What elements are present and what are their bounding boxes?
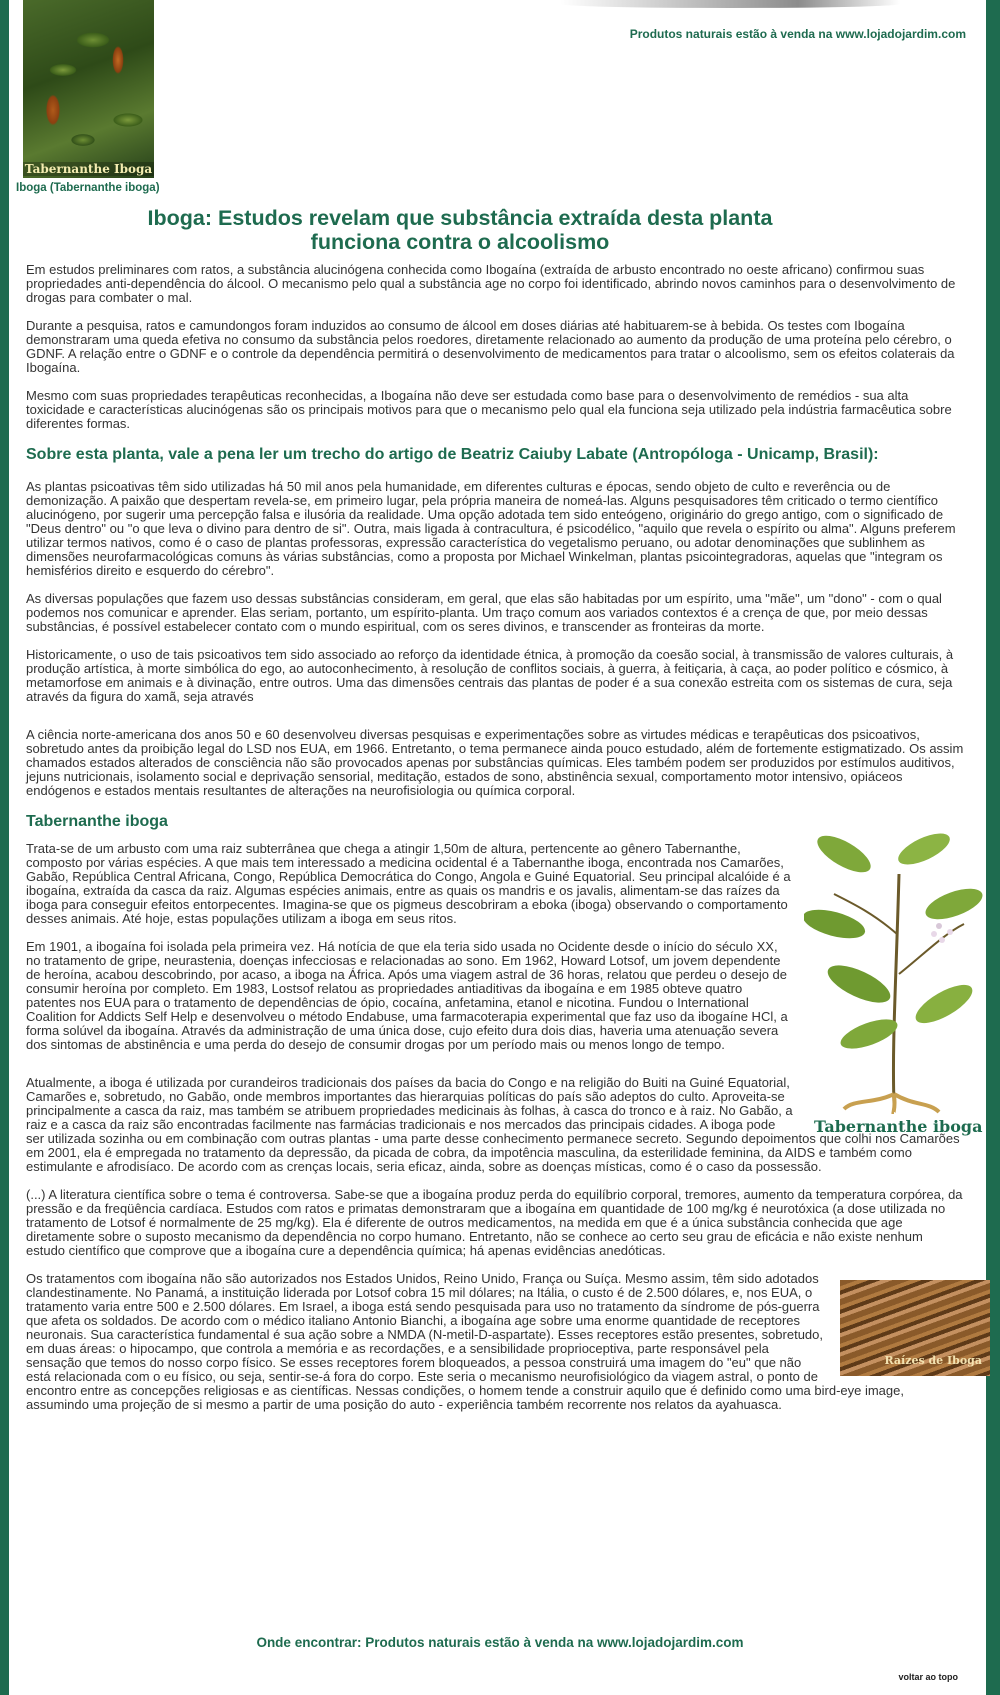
iboga-photo-caption: Iboga (Tabernanthe iboga)	[16, 182, 160, 194]
section-paragraph-4: A ciência norte-americana dos anos 50 e 60 desenvolveu diversas pesquisas e experimentações sobre as virtudes médicas e terapêuticas dos psicoativos, sobretudo antes da proibição legal do LSD nos EUA, em 1966. Entretanto, o tema permanece ainda pouco estudado, além de fortemente estigmatizado. Os assim chamados estados alterados de consciência não são provocados apenas por substâncias químicas. Eles também podem ser produzidos por estímulos auditivos, jejuns nutricionais, isolamento social e deprivação sensorial, meditação, estados de sono, abstinência sexual, comportamento motor intensivo, opiáceos endógenos e estados mentais resultantes de alterações na neurofisiologia ou química corporal.	[26, 727, 964, 798]
tabernanthe-paragraph-5: Os tratamentos com ibogaína não são autorizados nos Estados Unidos, Reino Unido, França ou Suíça. Mesmo assim, têm sido adotados clandestinamente. No Panamá, a instituição liderada por Lotsof cobra 15 mil dólares; na Itália, o custo é de 2.500 dólares, e, nos EUA, o tratamento varia entre 500 e 2.500 dólares. Em Israel, a iboga está sendo pesquisada para uso no tratamento da síndrome de pós-guerra que afeta os soldados. De acordo com o médico italiano Antonio Bianchi, a ibogaína age sobre uma enorme quantidade de receptores neuronais. Sua característica fundamental é sua ação sobre a NMDA (N-metil-D-aspartate). Esses receptores estão presentes, sobretudo, em duas áreas: o hipocampo, que controla a memória e as recordações, e a sensibilidade proprioceptiva, parte responsável pela sensação que temos do nosso corpo físico. Se esses receptores forem bloqueados, a pessoa construirá uma imagem do "eu" que não está relacionada com o eu físico, ou seja, sentir-se-á fora do corpo. Este seria o mecanismo neurofisiológico da viagem astral, o ponto de encontro entre as concepções religiosas e as científicas. Nessas condições, o homem tende a construir aquilo que é definido como uma bird-eye image, assumindo uma projeção de si mesmo a partir de uma posição do auto - experiência também recorrente nos relatos da ayahuasca.	[26, 1271, 904, 1412]
back-to-top-link[interactable]: voltar ao topo	[898, 1672, 958, 1682]
article-body	[26, 262, 983, 1426]
tabernanthe-paragraph-4: (...) A literatura científica sobre o tema é controversa. Sabe-se que a ibogaína produz perda do equilíbrio corporal, tremores, aumento da temperatura corpórea, da pressão e da freqüência cardíaca. Estudos com ratos e primatas demonstraram que a ibogaína em quantidade de 100 mg/kg é neurotóxica (a dose utilizada no tratamento de Lotsof é normalmente de 25 mg/kg). Ela é diferente de outros medicamentos, na medida em que é a única substância conhecida que age diretamente sobre o suposto mecanismo da dependência no corpo humano. Entretanto, não se conhece ao certo seu grau de eficácia e não existe nenhum estudo científico que comprove que a ibogaína cure a dependência química; há apenas evidências anedóticas.	[26, 1187, 963, 1258]
plant-illustration	[804, 814, 984, 1136]
plant-illustration-drawing	[804, 814, 984, 1114]
tabernanthe-paragraph-3: Atualmente, a iboga é utilizada por curandeiros tradicionais dos países da bacia do Congo e na religião do Buiti na Guiné Equatorial, Camarões e, sobretudo, no Gabão, onde membros importantes das hierarquias políticas do país são adeptos do culto. Aproveita-se principalmente a casca da raiz, mas também se atribuem propriedades medicinais às folhas, à casca do tronco e à raiz. No Gabão, a raiz e a casca da raiz são encontradas facilmente nas farmácias tradicionais e nos mercados das principais cidades. A iboga pode ser utilizada sozinha ou em combinação com outras plantas - uma parte desse conhecimento permanece secreto. Segundo depoimentos que colhi nos Camarões em 2001, ela é empregada no tratamento da depressão, da picada de cobra, da impotência masculina, da esterilidade feminina, da AIDS e também como estimulante e afrodisíaco. De acordo com as crenças locais, seria eficaz, ainda, sobre as doenças místicas, como é o caso da possessão.	[26, 1075, 960, 1174]
roots-photo	[840, 1280, 990, 1376]
subheading-tabernanthe: Tabernanthe iboga	[26, 813, 168, 830]
tabernanthe-paragraph-2: Em 1901, a ibogaína foi isolada pela primeira vez. Há notícia de que ela teria sido usada no Ocidente desde o início do século XX, no tratamento de gripe, neurastenia, doenças infecciosas e relacionadas ao sono. Em 1962, Howard Lotsof, um jovem dependente de heroína, acabou descobrindo, por acaso, a iboga na África. Após uma viagem astral de 36 horas, relatou que perdeu o desejo de consumir heroína por completo. Em 1983, Lostsof relatou as propriedades antiaditivas da ibogaína e em 1985 obteve quatro patentes nos EUA para o tratamento de dependências de ópio, cocaína, anfetamina, etanol e nicotina. Fundou o International Coalition for Addicts Self Help e desenvolveu o método Endabuse, uma farmacoterapia experimental que faz uso da ibogaíne HCl, a forma solúvel da ibogaína. Através da administração de uma única dose, cujo efeito dura dois dias, haveria uma atenuação severa dos sintomas de abstinência e uma perda do desejo de consumir drogas por um período mais ou menos longo de tempo.	[26, 939, 788, 1052]
top-shadow-decoration	[560, 0, 900, 8]
roots-photo-label: Raízes de Iboga	[884, 1354, 982, 1367]
section-paragraph-1: As plantas psicoativas têm sido utilizadas há 50 mil anos pela humanidade, em diferentes culturas e épocas, sendo objeto de culto e reverência ou de demonização. A paixão que despertam revela-se, em primeiro lugar, pela própria maneira de nomeá-las. Alguns pesquisadores têm criticado o termo científico alucinógeno, por sugerir uma percepção falsa e ilusória da realidade. Uma opção adotada tem sido enteógeno, originário do grego antigo, com o significado de "Deus dentro" ou "o que leva o divino para dentro de si". Outra, mais ligada à contracultura, é psicodélico, "aquilo que revela o espírito ou alma". Alguns preferem utilizar termos nativos, como é o caso de plantas professoras, expressão característica do vegetalismo peruano, ou adotar denominações que sublinhem as dimensões neurofarmacológicas comuns às várias substâncias, como a proposta por Michael Winkelman, plantas psicointegradoras, aquelas que "integram os hemisférios direito e esquerdo do cérebro".	[26, 479, 956, 578]
intro-paragraph-3: Mesmo com suas propriedades terapêuticas reconhecidas, a Ibogaína não deve ser estudada como base para o desenvolvimento de remédios - sua alta toxicidade e características alucinógenas são os principais motivos para que o mecanismo pelo qual ela funciona seja utilizado pela indústria farmacêutica sobre diferentes formas.	[26, 388, 952, 431]
section-heading: Sobre esta planta, vale a pena ler um trecho do artigo de Beatriz Caiuby Labate (Antropóloga - Unicamp, Brasil):	[26, 446, 879, 463]
intro-paragraph-1: Em estudos preliminares com ratos, a substância alucinógena conhecida como Ibogaína (extraída de arbusto encontrado no oeste africano) confirmou suas propriedades anti-dependência do álcool. O mecanismo pelo qual a substância age no corpo foi identificado, abrindo novos caminhos para o desenvolvimento de drogas para combater o mal.	[26, 262, 956, 305]
left-border-bar	[0, 0, 9, 1695]
tabernanthe-paragraph-1: Trata-se de um arbusto com uma raiz subterrânea que chega a atingir 1,50m de altura, pertencente ao gênero Tabernanthe, composto por várias espécies. A que mais tem interessado a medicina ocidental é a Tabernanthe iboga, encontrada nos Camarões, Gabão, República Central Africana, Congo, República Democrática do Congo, Angola e Guiné Equatorial. Seu principal alcalóide é a ibogaína, extraída da casca da raiz. Algumas espécies animais, entre as quais os mandris e os javalis, alimentam-se das raízes da iboga para conseguir efeitos entorpecentes. Imagina-se que os pigmeus descobriram a eboka (iboga) observando o comportamento desses animais. Até hoje, estas populações utilizam a iboga em seus ritos.	[26, 841, 791, 926]
intro-paragraph-2: Durante a pesquisa, ratos e camundongos foram induzidos ao consumo de álcool em doses diárias até habituarem-se à bebida. Os testes com Ibogaína demonstraram uma queda efetiva no consumo da substância pelos roedores, diretamente relacionado ao aumento da produção de uma proteína pelo cérebro, o GDNF. A relação entre o GDNF e o controle da dependência permitirá o desenvolvimento de medicamentos para tratar o alcoolismo, sem os efeitos colaterais da Ibogaína.	[26, 318, 955, 375]
section-paragraph-2: As diversas populações que fazem uso dessas substâncias consideram, em geral, que elas são habitadas por um espírito, uma "mãe", um "dono" - com o qual podemos nos comunicar e aprender. Elas seriam, portanto, um espírito-planta. Um traço comum aos variados contextos é a crença de que, por meio dessas substâncias, é possível estabelecer contato com o mundo espiritual, com os seres divinos, e transcender as fronteiras da morte.	[26, 591, 942, 634]
iboga-photo	[23, 0, 154, 178]
iboga-photo-label: Tabernanthe Iboga	[24, 162, 153, 176]
store-link-bottom[interactable]: Onde encontrar: Produtos naturais estão à venda na www.lojadojardim.com	[256, 1635, 744, 1650]
plant-illustration-label: Tabernanthe iboga	[814, 1117, 983, 1136]
right-border-bar	[986, 0, 1000, 1695]
store-link-top[interactable]: Produtos naturais estão à venda na www.lojadojardim.com	[629, 27, 966, 41]
section-paragraph-3: Historicamente, o uso de tais psicoativos tem sido associado ao reforço da identidade étnica, à promoção da coesão social, à transmissão de valores culturais, à produção artística, à morte simbólica do ego, ao autoconhecimento, à resolução de conflitos sociais, à guerra, à feitiçaria, à caça, ao poder político e cósmico, à metamorfose em animais e à divinação, entre outros. Uma das dimensões centrais das plantas de poder é a sua conexão estreita com os sistemas de cura, seja através da figura do xamã, seja através	[26, 647, 954, 704]
article-title: Iboga: Estudos revelam que substância extraída desta planta funciona contra o alcoolismo	[147, 206, 773, 254]
